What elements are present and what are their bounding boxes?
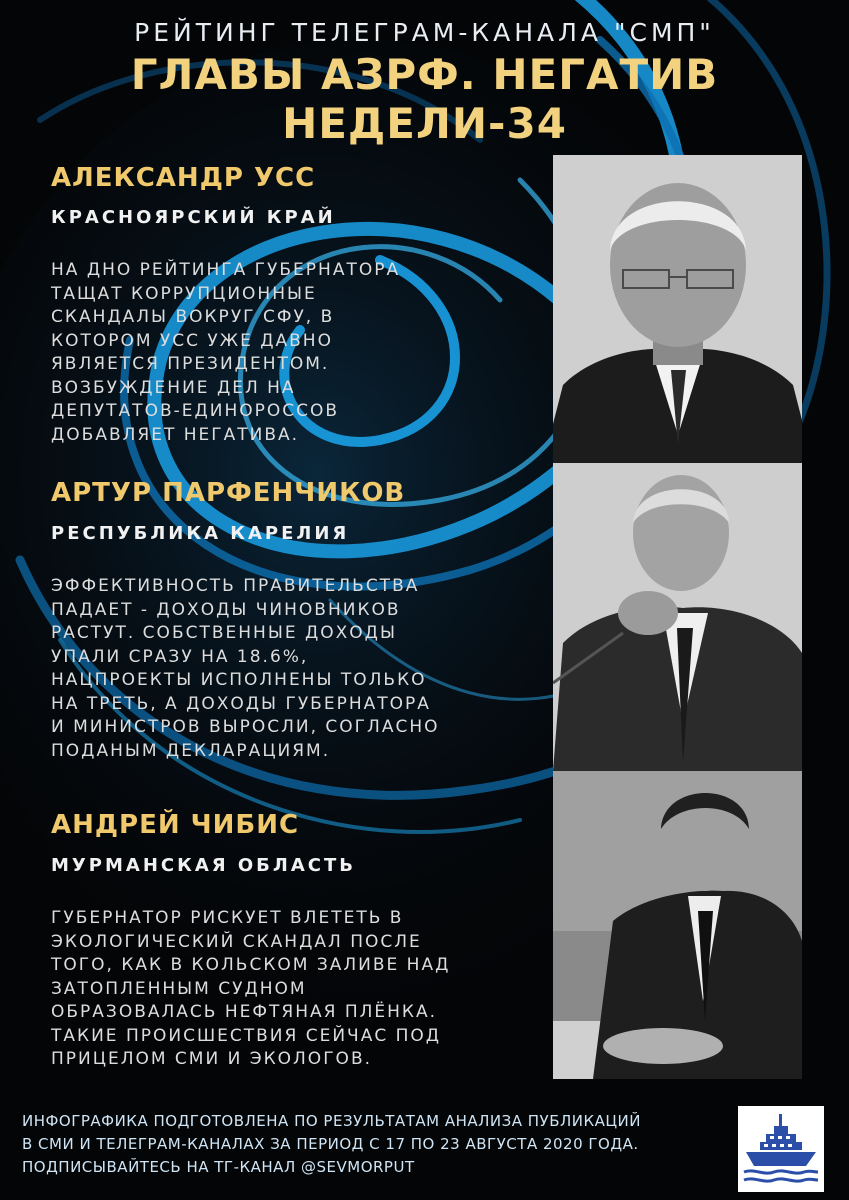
footer-line-1: ИНФОГРАФИКА ПОДГОТОВЛЕНА ПО РЕЗУЛЬТАТАМ АНАЛИЗА ПУБЛИКАЦИЙ <box>22 1112 641 1130</box>
governor-name-2: АРТУР ПАРФЕНЧИКОВ <box>51 478 406 508</box>
governor-region-1: КРАСНОЯРСКИЙ КРАЙ <box>51 207 336 228</box>
governor-description-3: ГУБЕРНАТОР РИСКУЕТ ВЛЕТЕТЬ В ЭКОЛОГИЧЕСКИЙ СКАНДАЛ ПОСЛЕ ТОГО, КАК В КОЛЬСКОМ ЗАЛИВЕ НАД ЗАТОПЛЕННЫМ СУДНОМ ОБРАЗОВАЛАСЬ НЕФТЯНАЯ ПЛЁНКА. ТАКИЕ ПРОИСШЕСТВИЯ СЕЙЧАС ПОД ПРИЦЕЛОМ СМИ И ЭКОЛОГОВ. <box>51 908 451 1069</box>
page-title: ГЛАВЫ АЗРФ. НЕГАТИВ НЕДЕЛИ-34 <box>130 50 719 148</box>
governor-photo-2 <box>553 463 802 771</box>
footer-line-2: В СМИ И ТЕЛЕГРАМ-КАНАЛАХ ЗА ПЕРИОД С 17 ПО 23 АВГУСТА 2020 ГОДА. <box>22 1135 639 1153</box>
footer-subscribe: ПОДПИСЫВАЙТЕСЬ НА ТГ-КАНАЛ @SEVMORPUT <box>22 1158 415 1176</box>
governor-description-2: ЭФФЕКТИВНОСТЬ ПРАВИТЕЛЬСТВА ПАДАЕТ - ДОХОДЫ ЧИНОВНИКОВ РАСТУТ. СОБСТВЕННЫЕ ДОХОДЫ УПАЛИ СРАЗУ НА 18.6%, НАЦПРОЕКТЫ ИСПОЛНЕНЫ ТОЛЬКО НА ТРЕТЬ, А ДОХОДЫ ГУБЕРНАТОРА И МИНИСТРОВ ВЫРОСЛИ, СОГЛАСНО ПОДАНЫМ ДЕКЛАРАЦИЯМ. <box>51 576 440 761</box>
governor-region-3: МУРМАНСКАЯ ОБЛАСТЬ <box>51 855 356 876</box>
governor-description-1: НА ДНО РЕЙТИНГА ГУБЕРНАТОРА ТАЩАТ КОРРУПЦИОННЫЕ СКАНДАЛЫ ВОКРУГ СФУ, В КОТОРОМ УСС УЖЕ ДАВНО ЯВЛЯЕТСЯ ПРЕЗИДЕНТОМ. ВОЗБУЖДЕНИЕ ДЕЛ НА ДЕПУТАТОВ-ЕДИНОРОССОВ ДОБАВЛЯЕТ НЕГАТИВА. <box>51 260 401 445</box>
footer-note <box>22 1110 722 1179</box>
governor-photo-3 <box>553 771 802 1079</box>
governor-name-3: АНДРЕЙ ЧИБИС <box>51 810 300 840</box>
governor-region-2: РЕСПУБЛИКА КАРЕЛИЯ <box>51 523 350 544</box>
icebreaker-ship-icon <box>738 1106 824 1192</box>
governor-photo-1 <box>553 155 802 463</box>
rating-kicker: РЕЙТИНГ ТЕЛЕГРАМ-КАНАЛА "СМП" <box>134 18 715 47</box>
governor-name-1: АЛЕКСАНДР УСС <box>51 163 316 193</box>
